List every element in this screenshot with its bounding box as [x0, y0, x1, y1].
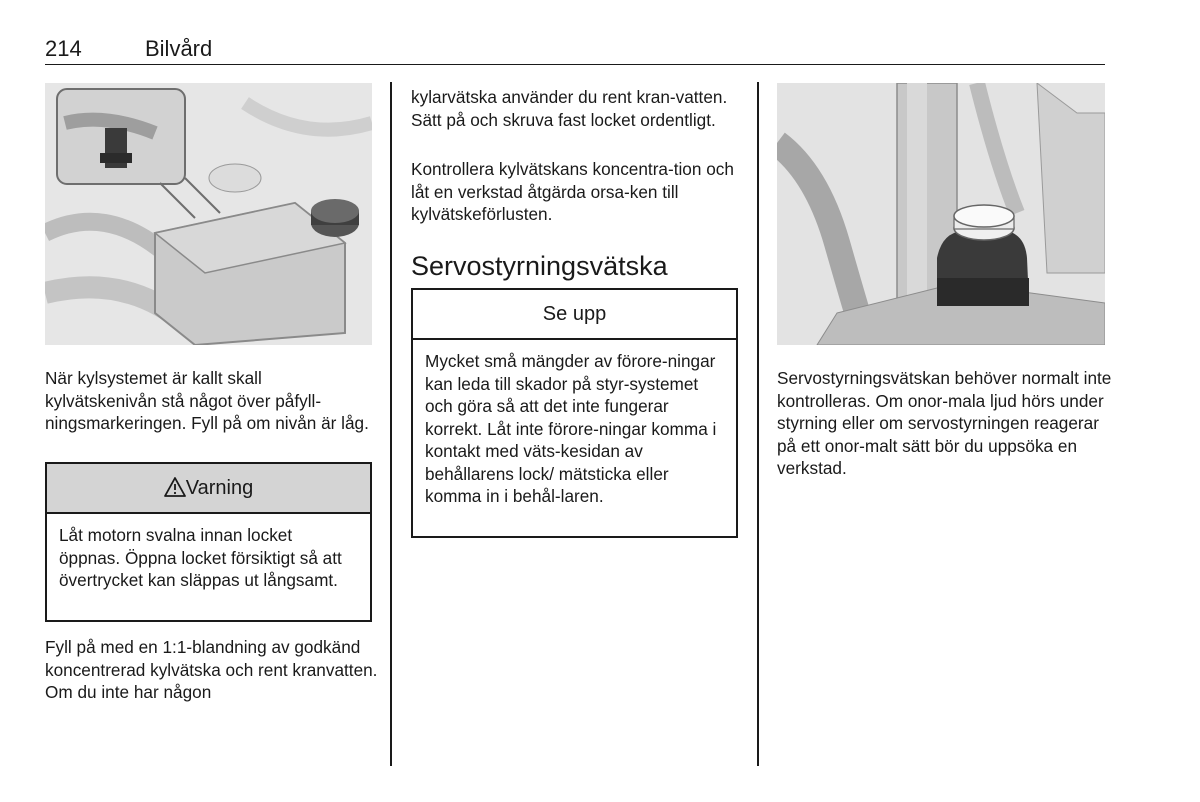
coolant-concentration-paragraph: Kontrollera kylvätskans koncentra-tion och låt en verkstad åtgärda orsa-ken till kylvätskeförlusten.	[411, 159, 734, 224]
coolant-reservoir-photo	[45, 83, 372, 345]
warning-box	[45, 462, 372, 622]
caution-body: Mycket små mängder av förore-ningar kan leda till skador på styr-systemet och göra så att det inte fungerar korrekt. Låt inte förore-ningar komma i kontakt med väts-kesidan av behållarens lock/ mätsticka eller komma in i behål-laren.	[425, 351, 717, 506]
warning-body: Låt motorn svalna innan locket öppnas. Öppna locket försiktigt så att övertrycket kan släppas ut långsamt.	[59, 525, 342, 590]
page-header	[45, 36, 1105, 65]
power-steering-paragraph: Servostyrningsvätskan behöver normalt inte kontrolleras. Om onor-mala ljud hörs under styrning eller om servostyrningen reagerar på ett onor-malt sätt bör du uppsöka en verkstad.	[777, 368, 1112, 478]
coolant-level-paragraph: När kylsystemet är kallt skall kylvätskenivån stå något över påfyll-ningsmarkeringen. Fyll på om nivån är låg.	[45, 368, 369, 433]
column-divider	[390, 82, 392, 766]
power-steering-reservoir-photo	[777, 83, 1105, 345]
warning-header	[47, 464, 370, 514]
column-divider	[757, 82, 759, 766]
caution-box	[411, 288, 738, 538]
section-title: Bilvård	[145, 36, 213, 61]
caution-header: Se upp	[413, 290, 736, 340]
section-heading: Servostyrningsvätska	[411, 251, 668, 281]
warning-triangle-icon	[164, 477, 186, 500]
tap-water-paragraph: kylarvätska använder du rent kran-vatten. Sätt på och skruva fast locket ordentligt.	[411, 87, 728, 130]
page-number: 214	[45, 36, 82, 61]
coolant-mix-paragraph: Fyll på med en 1:1-blandning av godkänd koncentrerad kylvätska och rent kranvatten. Om du inte har någon	[45, 637, 378, 702]
warning-title: Varning	[185, 476, 254, 499]
